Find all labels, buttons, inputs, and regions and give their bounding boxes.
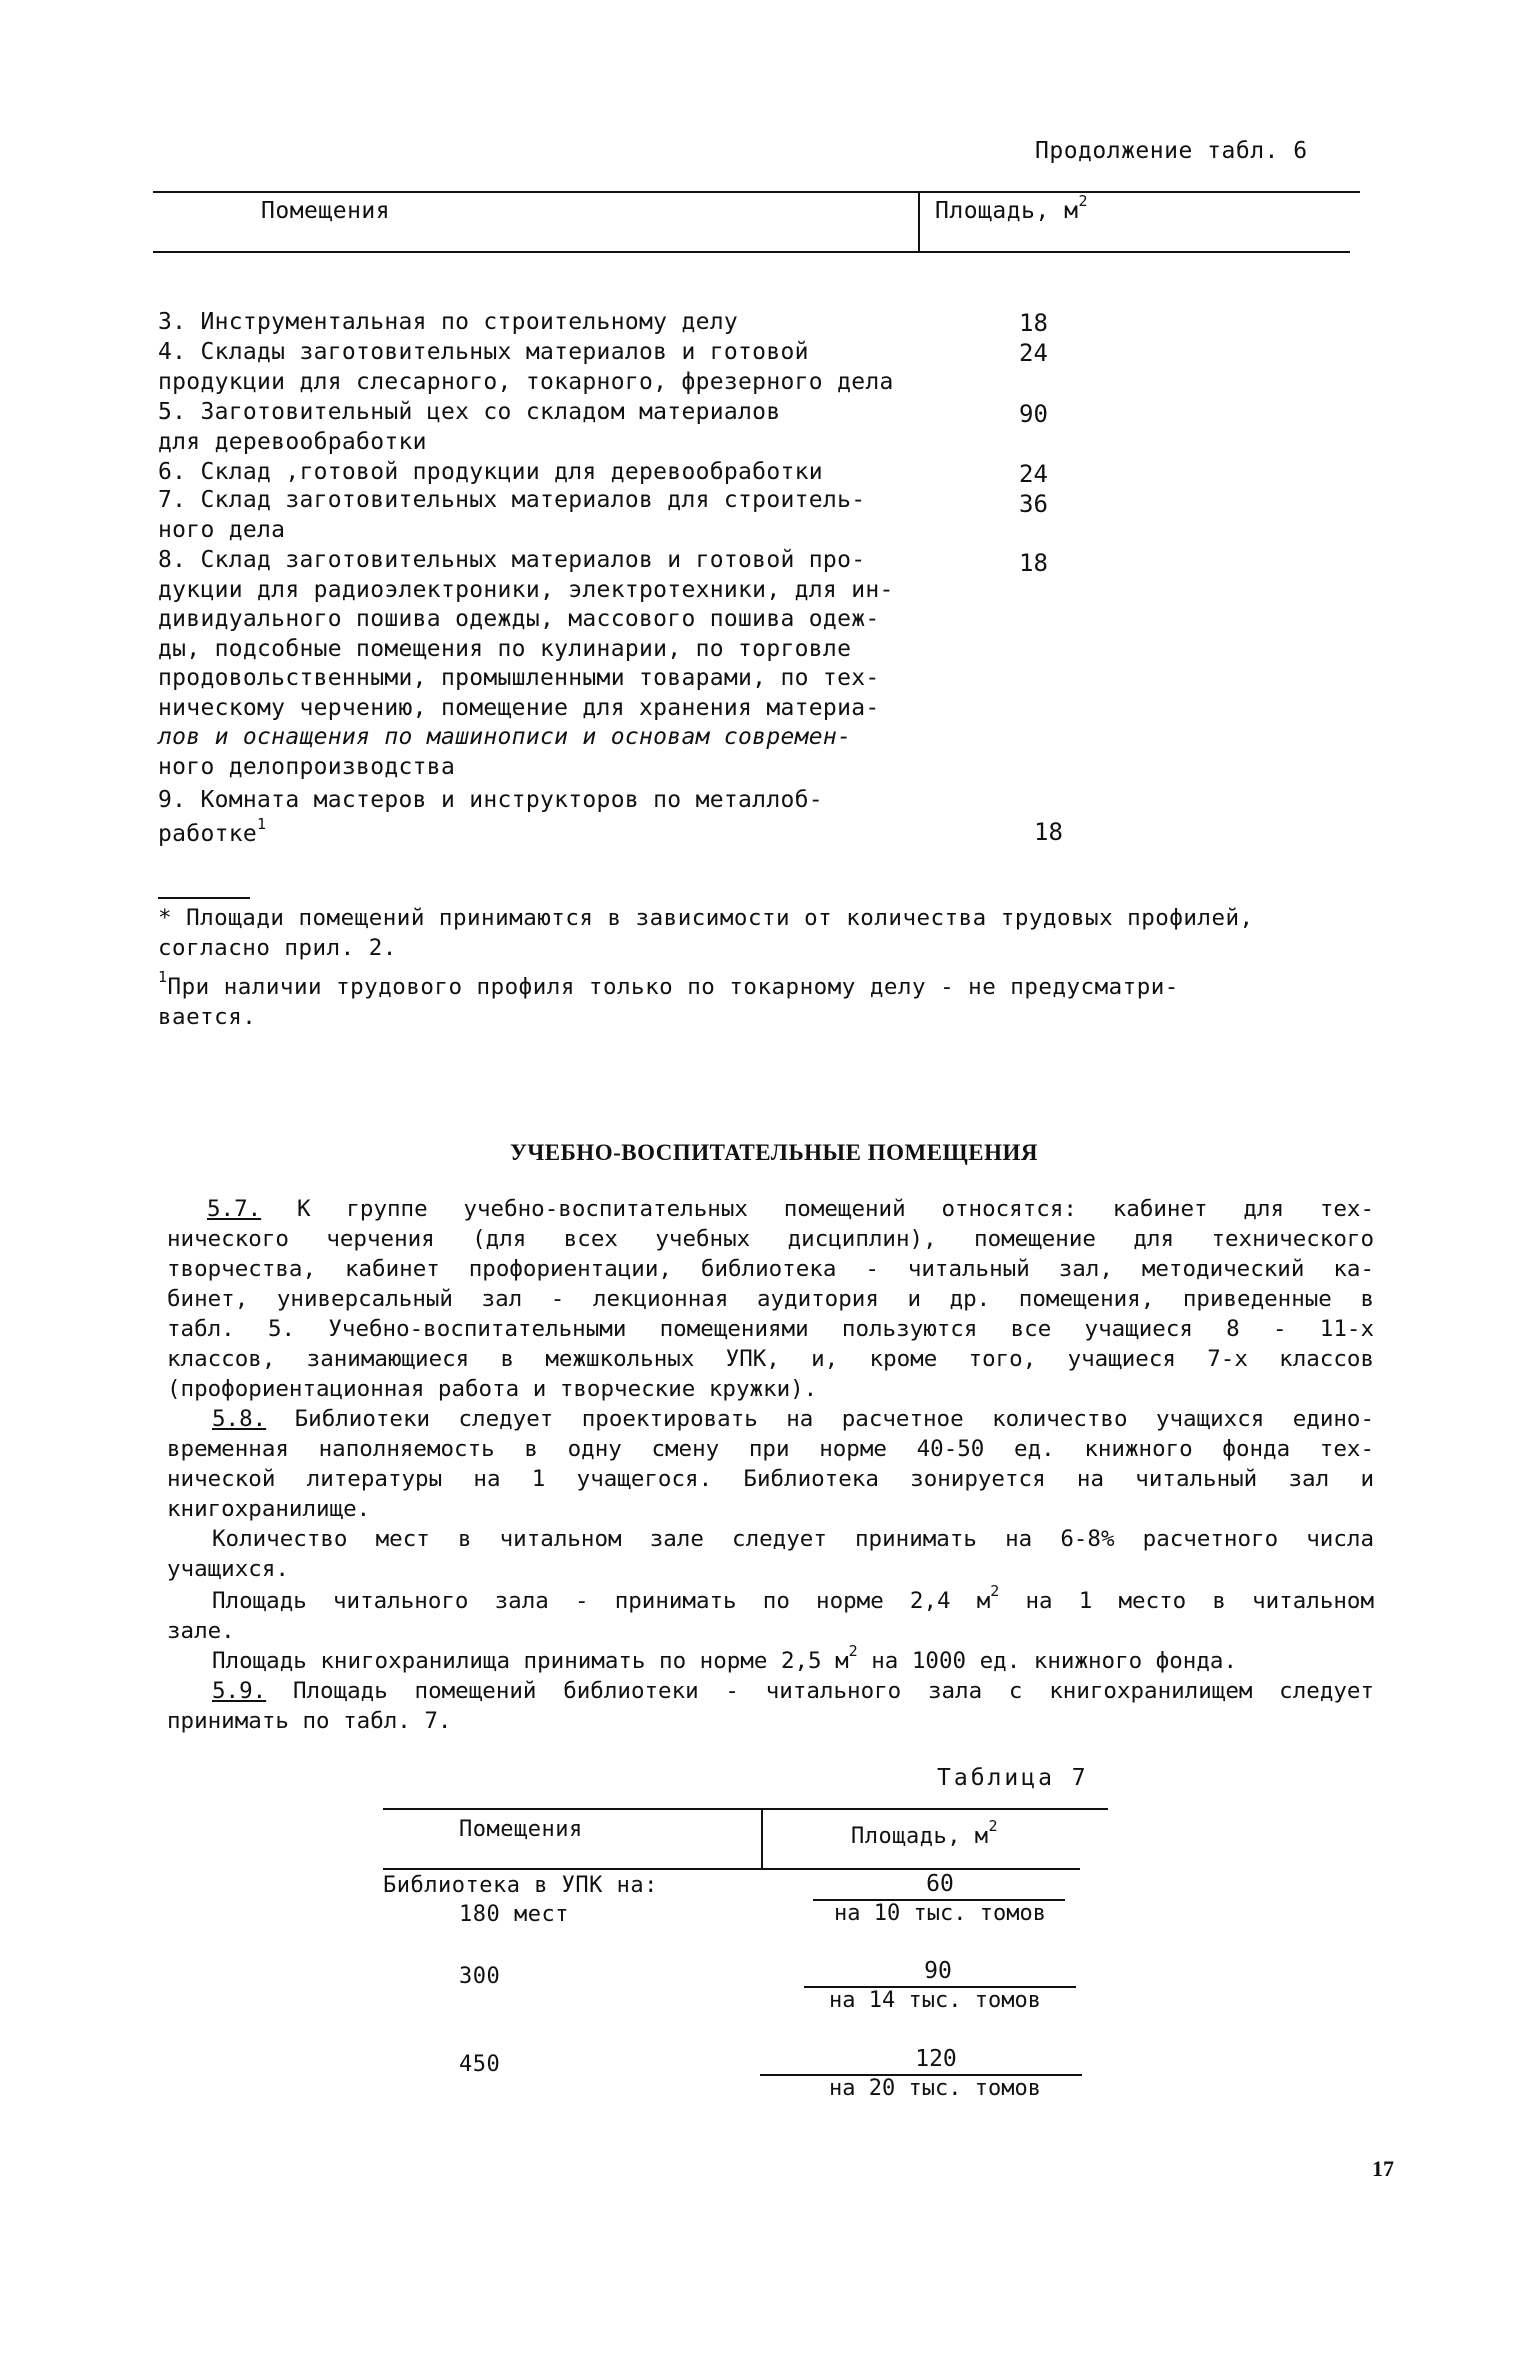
footnote-rule xyxy=(158,897,250,899)
table-row-value: 18 xyxy=(1034,818,1063,846)
table7-row-area: 60 xyxy=(926,1871,954,1897)
table7-header-rule xyxy=(383,1868,1080,1870)
table7-row-books: на 10 тыс. томов xyxy=(834,1901,1046,1926)
table-row-value: 36 xyxy=(1019,490,1048,518)
paragraph-reading-hall: Площадь читального зала - принимать по норме 2,4 $м^2$ на 1 место в читальном зале. xyxy=(167,1582,1375,1644)
table7-row-label: 180 мест xyxy=(459,1902,569,1927)
table6-header-rule xyxy=(153,251,1350,253)
table-row: 9. Комната мастеров и инструкторов по металлоб- работке$^1$ xyxy=(158,787,823,847)
table7-row-books: на 14 тыс. томов xyxy=(829,1988,1041,2013)
table-row: 6. Склад ,готовой продукции для деревообработки xyxy=(158,459,823,485)
table7-group-label: Библиотека в УПК на: xyxy=(383,1873,658,1898)
table-continuation-label: Продолжение табл. 6 xyxy=(1035,138,1308,164)
table6-header-area: Площадь, $м^2$ xyxy=(935,192,1089,224)
paragraph-seats: Количество мест в читальном зале следует принимать на 6-8% расчетного числа учащихся. xyxy=(167,1526,1374,1582)
table6-top-rule xyxy=(153,191,1360,193)
table-row: 4. Склады заготовительных материалов и готовой продукции для слесарного, токарного, фрезерного дела xyxy=(158,339,894,395)
clause-number: 5.7. xyxy=(207,1196,262,1222)
table7-caption: Таблица 7 xyxy=(937,1765,1089,1791)
table6-column-divider xyxy=(918,191,920,253)
table-row-value: 24 xyxy=(1019,339,1048,367)
table7-header-room: Помещения xyxy=(459,1817,583,1842)
table-row: 5. Заготовительный цех со складом материалов для деревообработки xyxy=(158,399,781,455)
paragraph-5-8: 5.8. Библиотеки следует проектировать на расчетное количество учащихся едино- временная наполняемость в одну смену при норме 40-50 ед. книжного фонда тех- нической литературы на 1 учащегося. Библиотека зонируется на читальный зал и книгохранилище. xyxy=(167,1406,1375,1522)
table7-row-area: 120 xyxy=(915,2046,957,2072)
footnote-star: * Площади помещений принимаются в зависимости от количества трудовых профилей, согласно прил. 2. xyxy=(158,905,1254,961)
table-row: 3. Инструментальная по строительному делу xyxy=(158,309,739,335)
table7-row-books: на 20 тыс. томов xyxy=(829,2076,1041,2101)
paragraph-book-storage: Площадь книгохранилища принимать по норме 2,5 $м^2$ на 1000 ед. книжного фонда. xyxy=(212,1642,1237,1674)
table7-row-area: 90 xyxy=(924,1958,952,1984)
table-row: 7. Склад заготовительных материалов для строитель- ного дела xyxy=(158,487,866,543)
paragraph-5-7: 5.7. К группе учебно-воспитательных помещений относятся: кабинет для тех- нического черчения (для всех учебных дисциплин), помещение для технического творчества, кабинет профориентации, библиотека - читальный зал, методический ка- бинет, универсальный зал - лекционная аудитория и др. помещения, приведенные в табл. 5. Учебно-воспитательными помещениями пользуются все учащиеся 8 - 11-х классов, занимающиеся в межшкольных УПК, и, кроме того, учащиеся 7-х классов (профориентационная работа и творческие кружки). xyxy=(167,1196,1374,1402)
table-row-value: 18 xyxy=(1019,549,1048,577)
table6-header-room: Помещения xyxy=(261,198,391,224)
table7-row-label: 300 xyxy=(459,1964,501,1989)
table-row-value: 18 xyxy=(1019,309,1048,337)
page-number: 17 xyxy=(1372,2156,1394,2181)
table-row-value: 90 xyxy=(1019,400,1048,428)
clause-number: 5.8. xyxy=(212,1406,267,1432)
clause-number: 5.9. xyxy=(212,1678,267,1704)
table-row-value: 24 xyxy=(1019,460,1048,488)
table7-column-divider xyxy=(761,1808,763,1870)
table7-top-rule xyxy=(383,1808,1108,1810)
table7-row-label: 450 xyxy=(459,2052,501,2077)
footnote-one: $^1$При наличии трудового профиля только по токарному делу - не предусматри- вается. xyxy=(158,968,1179,1030)
section-heading: УЧЕБНО-ВОСПИТАТЕЛЬНЫЕ ПОМЕЩЕНИЯ xyxy=(510,1140,1039,1165)
table7-header-area: Площадь, $м^2$ xyxy=(851,1817,998,1849)
table-row: 8. Склад заготовительных материалов и готовой про- дукции для радиоэлектроники, электротехники, для ин- дивидуального пошива одежды, массового пошива одеж- ды, подсобные помещения по кулинарии, по торговле продовольственными, промышленными товарами, по тех- ническому черчению, помещение для хранения материа- лов и оснащения по машинописи и основам современ- ного делопроизводства xyxy=(158,547,894,780)
paragraph-5-9: 5.9. Площадь помещений библиотеки - читального зала с книгохранилищем следует принимать по табл. 7. xyxy=(167,1678,1374,1734)
